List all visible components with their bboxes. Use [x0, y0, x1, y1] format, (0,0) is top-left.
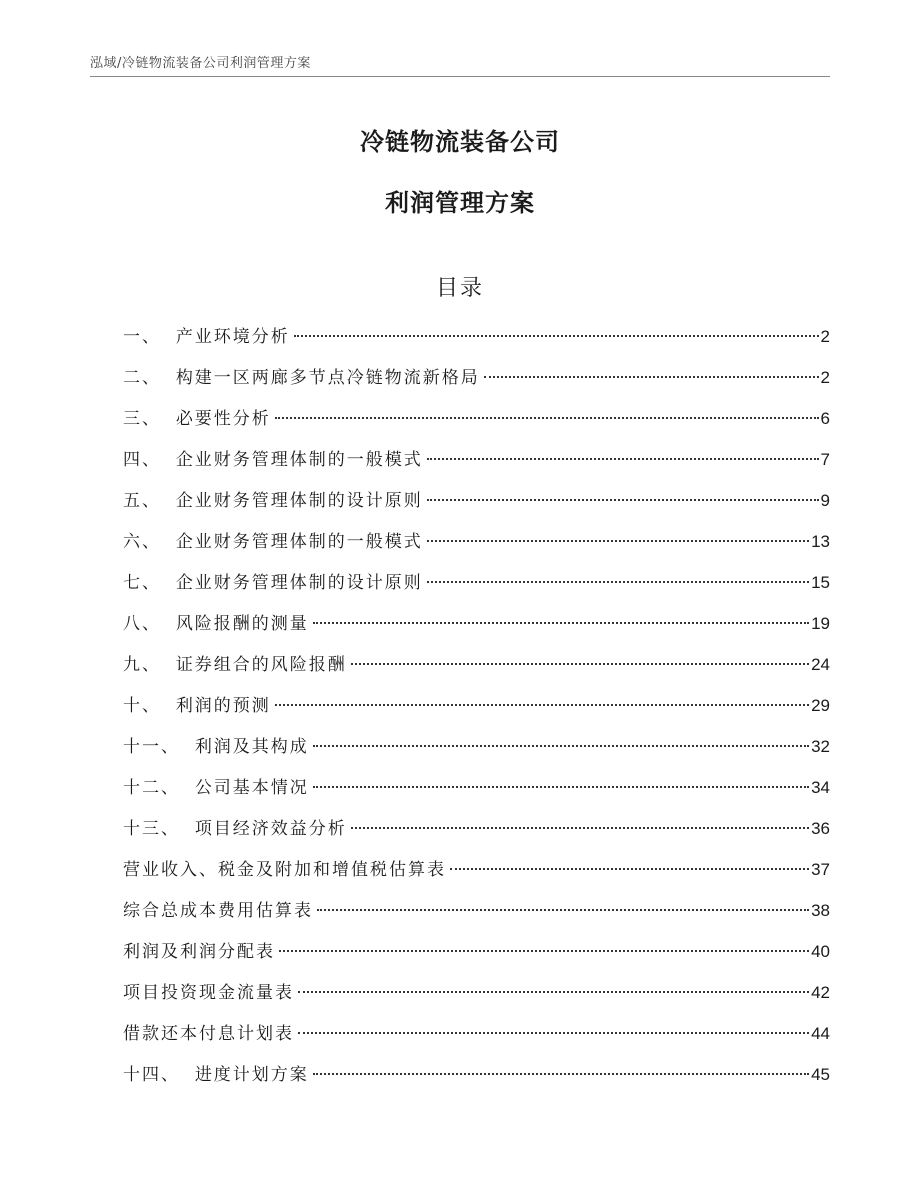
table-of-contents — [123, 323, 830, 1102]
toc-entry-number: 十三、 — [123, 819, 195, 839]
toc-entry-number: 四、 — [123, 450, 176, 470]
toc-entry-number: 九、 — [123, 655, 176, 675]
toc-dot-leader — [313, 745, 809, 747]
toc-entry[interactable] — [123, 323, 830, 364]
toc-entry-title: 企业财务管理体制的一般模式 — [175, 532, 423, 552]
toc-entry-page: 37 — [811, 860, 830, 879]
toc-entry-number: 八、 — [123, 614, 176, 634]
toc-entry-page: 40 — [811, 942, 830, 961]
toc-entry-number: 五、 — [123, 491, 176, 511]
toc-dot-leader — [313, 786, 809, 788]
toc-dot-leader — [313, 1073, 809, 1075]
toc-entry[interactable] — [123, 979, 830, 1020]
toc-dot-leader — [317, 909, 809, 911]
toc-entry-number: 十二、 — [123, 778, 195, 798]
toc-entry-page: 6 — [820, 409, 830, 428]
toc-entry-page: 7 — [820, 450, 830, 469]
toc-entry-page: 38 — [811, 901, 830, 920]
toc-entry-title: 利润的预测 — [175, 696, 271, 716]
toc-entry[interactable] — [123, 815, 830, 856]
toc-entry[interactable] — [123, 446, 830, 487]
toc-entry-title: 风险报酬的测量 — [175, 614, 309, 634]
toc-entry-page: 15 — [811, 573, 830, 592]
toc-dot-leader — [427, 458, 819, 460]
toc-entry-title: 借款还本付息计划表 — [123, 1024, 294, 1044]
toc-entry-title: 综合总成本费用估算表 — [123, 901, 313, 921]
header-divider — [90, 76, 830, 77]
toc-entry-title: 企业财务管理体制的设计原则 — [175, 573, 423, 593]
toc-dot-leader — [351, 827, 809, 829]
toc-dot-leader — [275, 704, 809, 706]
toc-entry-number: 六、 — [123, 532, 176, 552]
toc-entry-page: 2 — [820, 368, 830, 387]
toc-dot-leader — [298, 1032, 809, 1034]
toc-entry-title: 进度计划方案 — [194, 1065, 309, 1085]
toc-entry-page: 42 — [811, 983, 830, 1002]
toc-dot-leader — [484, 376, 819, 378]
toc-entry-title: 企业财务管理体制的设计原则 — [175, 491, 423, 511]
toc-entry-page: 13 — [811, 532, 830, 551]
toc-dot-leader — [279, 950, 809, 952]
toc-entry-page: 44 — [811, 1024, 830, 1043]
toc-entry-page: 19 — [811, 614, 830, 633]
toc-entry-title: 证券组合的风险报酬 — [175, 655, 347, 675]
toc-entry-number: 一、 — [123, 327, 176, 347]
toc-entry-title: 项目投资现金流量表 — [123, 983, 294, 1003]
document-title-line-1: 冷链物流装备公司 — [360, 128, 560, 156]
toc-entry[interactable] — [123, 733, 830, 774]
toc-dot-leader — [427, 540, 809, 542]
toc-entry-title: 构建一区两廊多节点冷链物流新格局 — [175, 368, 480, 388]
toc-entry[interactable] — [123, 856, 830, 897]
toc-entry[interactable] — [123, 364, 830, 405]
toc-entry-page: 45 — [811, 1065, 830, 1084]
toc-entry-title: 公司基本情况 — [194, 778, 309, 798]
running-header: 泓域/冷链物流装备公司利润管理方案 — [90, 56, 311, 71]
toc-entry-page: 24 — [811, 655, 830, 674]
toc-entry-number: 七、 — [123, 573, 176, 593]
toc-entry-page: 9 — [820, 491, 830, 510]
toc-entry[interactable] — [123, 610, 830, 651]
toc-dot-leader — [298, 991, 809, 993]
toc-entry-title: 企业财务管理体制的一般模式 — [175, 450, 423, 470]
toc-entry[interactable] — [123, 938, 830, 979]
toc-entry[interactable] — [123, 405, 830, 446]
toc-dot-leader — [450, 868, 809, 870]
toc-entry[interactable] — [123, 1061, 830, 1102]
toc-dot-leader — [351, 663, 809, 665]
toc-entry[interactable] — [123, 569, 830, 610]
toc-entry-number: 三、 — [123, 409, 176, 429]
toc-entry-number: 十、 — [123, 696, 176, 716]
toc-entry-page: 32 — [811, 737, 830, 756]
toc-dot-leader — [275, 417, 819, 419]
toc-entry[interactable] — [123, 528, 830, 569]
toc-entry-title: 营业收入、税金及附加和增值税估算表 — [123, 860, 446, 880]
toc-entry-page: 2 — [820, 327, 830, 346]
toc-entry[interactable] — [123, 487, 830, 528]
toc-dot-leader — [427, 499, 819, 501]
toc-entry-page: 29 — [811, 696, 830, 715]
toc-dot-leader — [313, 622, 809, 624]
toc-entry-number: 二、 — [123, 368, 176, 388]
toc-entry[interactable] — [123, 651, 830, 692]
toc-entry[interactable] — [123, 897, 830, 938]
toc-entry-title: 利润及其构成 — [194, 737, 309, 757]
toc-entry[interactable] — [123, 774, 830, 815]
toc-dot-leader — [294, 335, 819, 337]
toc-entry[interactable] — [123, 692, 830, 733]
document-title-line-2: 利润管理方案 — [385, 189, 535, 217]
toc-entry-title: 利润及利润分配表 — [123, 942, 275, 962]
toc-entry-title: 必要性分析 — [175, 409, 271, 429]
toc-entry[interactable] — [123, 1020, 830, 1061]
toc-entry-page: 34 — [811, 778, 830, 797]
toc-entry-title: 产业环境分析 — [175, 327, 290, 347]
toc-entry-number: 十四、 — [123, 1065, 195, 1085]
toc-heading: 目录 — [435, 276, 484, 301]
toc-entry-page: 36 — [811, 819, 830, 838]
toc-entry-number: 十一、 — [123, 737, 195, 757]
toc-entry-title: 项目经济效益分析 — [194, 819, 347, 839]
toc-dot-leader — [427, 581, 809, 583]
